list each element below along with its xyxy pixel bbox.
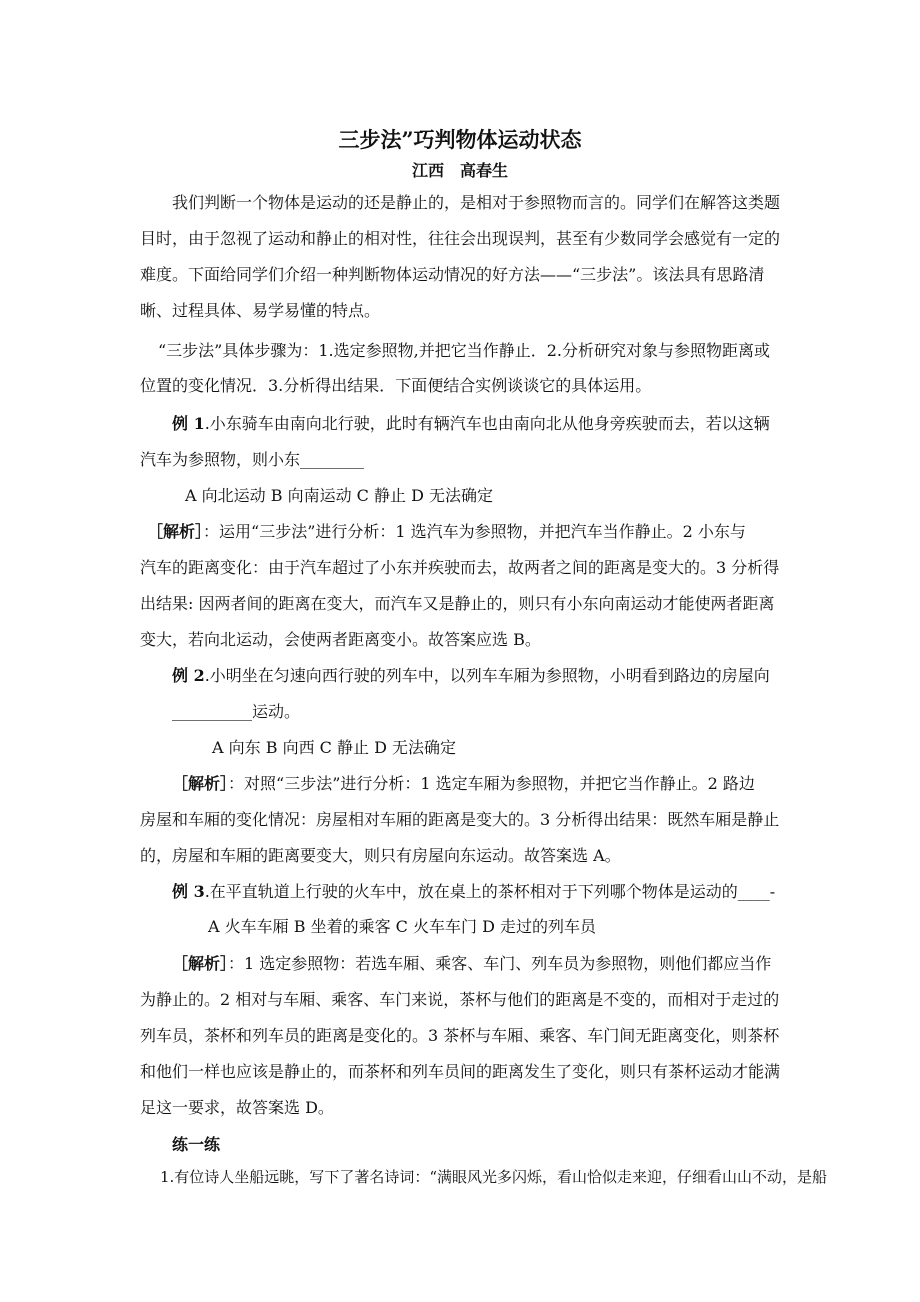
practice-question-1: 1.有位诗人坐船远眺，写下了著名诗词：“满眼风光多闪烁，看山恰似走来迎，仔细看山山不动，是船 [160, 1168, 827, 1186]
analysis-line: 足这一要求，故答案选 D。 [140, 1098, 334, 1117]
steps-line: 位置的变化情况．3.分析得出结果．下面便结合实例谈谈它的具体运用。 [140, 376, 652, 395]
example-1-question [172, 414, 770, 434]
example-2-label: 例 2 [172, 666, 205, 685]
analysis-label: ［解析］ [172, 954, 229, 973]
analysis-text: ：对照“三步法”进行分析：1 选定车厢为参照物，并把它当作静止。2 路边 [228, 774, 755, 793]
example-2-question-cont: __________运动。 [172, 702, 301, 721]
analysis-line: 列车员，茶杯和列车员的距离是变化的。3 茶杯与车厢、乘客、车门间无距离变化，则茶杯 [140, 1026, 780, 1045]
analysis-line: 房屋和车厢的变化情况：房屋相对车厢的距离是变大的。3 分析得出结果：既然车厢是静止 [140, 810, 780, 829]
example-2-text: .小明坐在匀速向西行驶的列车中，以列车车厢为参照物，小明看到路边的房屋向 [204, 666, 770, 685]
analysis-line: 和他们一样也应该是静止的，而茶杯和列车员间的距离发生了变化，则只有茶杯运动才能满 [140, 1062, 781, 1081]
analysis-line: 汽车的距离变化：由于汽车超过了小东并疾驶而去，故两者之间的距离是变大的。3 分析得 [140, 558, 780, 577]
author-line: 江西 高春生 [411, 161, 508, 180]
example-3-options: A 火车车厢 B 坐着的乘客 C 火车车门 D 走过的列车员 [208, 917, 596, 936]
steps-line: “三步法”具体步骤为：1.选定参照物,并把它当作静止．2.分析研究对象与参照物距离或 [158, 341, 770, 360]
analysis-text: ：1 选定参照物：若选车厢、乘客、车门、列车员为参照物，则他们都应当作 [228, 954, 772, 973]
analysis-label: ［解析］ [172, 774, 229, 793]
example-1-text: .小东骑车由南向北行驶，此时有辆汽车也由南向北从他身旁疾驶而去，若以这辆 [204, 414, 770, 433]
intro-line: 难度。下面给同学们介绍一种判断物体运动情况的好方法——“三步法”。该法具有思路清 [140, 265, 765, 284]
analysis-text: ：运用“三步法”进行分析：1 选汽车为参照物，并把汽车当作静止。2 小东与 [203, 522, 746, 541]
analysis-label: ［解析］ [147, 522, 204, 541]
intro-line: 晰、过程具体、易学易懂的特点。 [140, 301, 381, 320]
example-1-label: 例 1 [172, 414, 205, 433]
example-1-analysis [147, 522, 746, 542]
intro-line: 目时，由于忽视了运动和静止的相对性，往往会出现误判，甚至有少数同学会感觉有一定的 [140, 229, 781, 248]
analysis-line: 为静止的。2 相对与车厢、乘客、车门来说，茶杯与他们的距离是不变的，而相对于走过的 [140, 990, 780, 1009]
example-3-label: 例 3 [172, 882, 205, 901]
analysis-line: 出结果: 因两者间的距离在变大，而汽车又是静止的，则只有小东向南运动才能使两者距离 [140, 594, 775, 613]
example-2-question [172, 666, 770, 686]
example-2-options: A 向东 B 向西 C 静止 D 无法确定 [212, 738, 456, 757]
example-3-question [172, 882, 775, 902]
example-3-text: .在平直轨道上行驶的火车中，放在桌上的茶杯相对于下列哪个物体是运动的____- [204, 882, 776, 901]
practice-heading: 练一练 [172, 1135, 221, 1154]
intro-line: 我们判断一个物体是运动的还是静止的，是相对于参照物而言的。同学们在解答这类题 [172, 193, 781, 212]
example-2-analysis [172, 774, 755, 794]
example-3-analysis [172, 954, 771, 974]
example-1-options: A 向北运动 B 向南运动 C 静止 D 无法确定 [185, 486, 493, 505]
example-1-question-cont: 汽车为参照物，则小东________ [140, 450, 365, 469]
analysis-line: 变大，若向北运动，会使两者距离变小。故答案应选 B。 [140, 630, 541, 649]
page-title: 三步法”巧判物体运动状态 [338, 127, 582, 152]
analysis-line: 的，房屋和车厢的距离要变大，则只有房屋向东运动。故答案选 A。 [140, 846, 621, 865]
